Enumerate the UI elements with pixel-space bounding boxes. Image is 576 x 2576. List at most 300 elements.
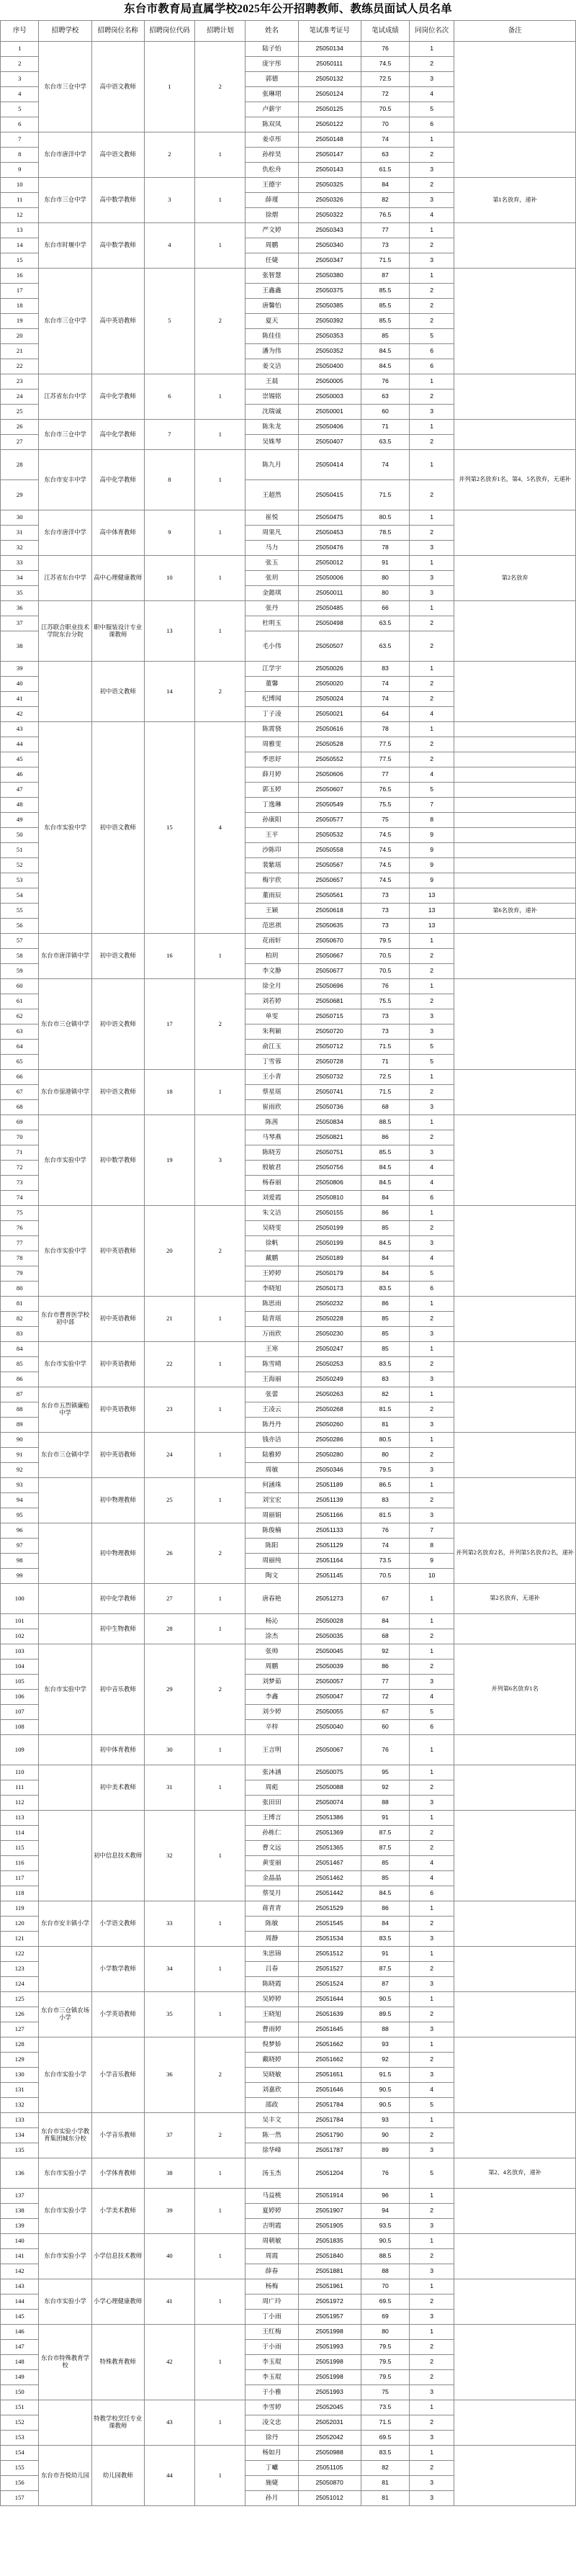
cell-remark (454, 798, 576, 813)
cell-ticket: 25050616 (298, 722, 361, 737)
cell-score: 92 (361, 2053, 410, 2068)
cell-ticket: 25051012 (298, 2491, 361, 2506)
cell-ticket: 25050024 (298, 692, 361, 707)
cell-score: 86 (361, 1901, 410, 1917)
cell-rank: 3 (410, 1372, 454, 1387)
cell-score: 86 (361, 1297, 410, 1312)
cell-code: 31 (144, 1765, 194, 1811)
cell-rank: 2 (410, 2370, 454, 2385)
cell-rank: 6 (410, 117, 454, 132)
cell-score: 74.5 (361, 843, 410, 858)
cell-plan: 2 (195, 2037, 246, 2113)
cell-score: 85.5 (361, 284, 410, 299)
cell-rank: 2 (410, 1629, 454, 1644)
table-row[interactable] (1, 178, 576, 193)
cell-name: 金晶晶 (246, 1871, 298, 1886)
cell-plan: 1 (195, 2189, 246, 2234)
cell-rank: 9 (410, 858, 454, 873)
cell-seq: 1 (1, 42, 39, 57)
cell-rank: 7 (410, 798, 454, 813)
cell-score: 61.5 (361, 163, 410, 178)
cell-score: 85 (361, 1221, 410, 1236)
cell-post: 高中体育教师 (91, 510, 144, 556)
table-header (1, 21, 576, 42)
cell-remark (454, 374, 576, 420)
cell-school: 江苏省东台中学 (39, 374, 91, 420)
table-row[interactable] (1, 1206, 576, 1221)
cell-rank: 2 (410, 148, 454, 163)
cell-ticket: 25051645 (298, 2022, 361, 2037)
cell-name: 李玉琨 (246, 2370, 298, 2385)
cell-remark (454, 873, 576, 888)
table-row[interactable] (1, 132, 576, 148)
cell-code: 5 (144, 269, 194, 374)
cell-seq: 130 (1, 2068, 39, 2083)
table-row[interactable] (1, 2234, 576, 2249)
cell-remark (454, 1297, 576, 1342)
table-row[interactable] (1, 979, 576, 994)
cell-seq: 32 (1, 541, 39, 556)
cell-rank: 1 (410, 979, 454, 994)
cell-name: 蔡旻月 (246, 1886, 298, 1901)
cell-seq: 79 (1, 1266, 39, 1282)
cell-name: 崔悦 (246, 510, 298, 526)
col-header-post: 招聘岗位名称 (91, 21, 144, 42)
cell-post: 初中英语教师 (91, 1387, 144, 1433)
cell-remark (454, 767, 576, 783)
table-row[interactable] (1, 2400, 576, 2415)
cell-rank: 3 (410, 1009, 454, 1024)
cell-ticket: 25050476 (298, 541, 361, 556)
cell-rank: 2 (410, 389, 454, 405)
cell-code: 3 (144, 178, 194, 223)
cell-plan: 1 (195, 556, 246, 601)
cell-rank: 3 (410, 1418, 454, 1433)
cell-rank: 9 (410, 828, 454, 843)
cell-name: 王小青 (246, 1070, 298, 1085)
table-row[interactable] (1, 2158, 576, 2189)
cell-school: 东台市时堰中学 (39, 223, 91, 269)
cell-seq: 144 (1, 2294, 39, 2310)
cell-ticket: 25050179 (298, 1266, 361, 1282)
cell-ticket: 25051998 (298, 2370, 361, 2385)
cell-rank: 2 (410, 1826, 454, 1841)
cell-rank: 3 (410, 1024, 454, 1040)
cell-rank: 10 (410, 1569, 454, 1584)
table-row[interactable] (1, 1478, 576, 1493)
cell-name: 董雨辰 (246, 888, 298, 904)
table-row[interactable] (1, 2189, 576, 2204)
cell-name: 朱利颖 (246, 1024, 298, 1040)
cell-score: 83.5 (361, 1932, 410, 1947)
cell-code: 4 (144, 223, 194, 269)
cell-score: 75 (361, 2385, 410, 2400)
cell-ticket: 25051907 (298, 2204, 361, 2219)
table-row[interactable] (1, 722, 576, 737)
cell-school: 东台市三仓镇中学 (39, 1433, 91, 1478)
cell-name: 吴晓雯 (246, 1221, 298, 1236)
cell-ticket: 25050552 (298, 752, 361, 767)
cell-ticket: 25050415 (298, 480, 361, 510)
cell-score: 88 (361, 2022, 410, 2037)
cell-score: 85 (361, 329, 410, 344)
cell-rank: 3 (410, 571, 454, 586)
cell-school (39, 1584, 91, 1614)
cell-score: 84.5 (361, 1176, 410, 1191)
cell-score: 90.5 (361, 2234, 410, 2249)
cell-score: 69 (361, 2310, 410, 2325)
cell-score: 84.5 (361, 359, 410, 374)
table-row[interactable] (1, 556, 576, 571)
table-row[interactable] (1, 1644, 576, 1659)
cell-score: 85.5 (361, 314, 410, 329)
cell-code: 8 (144, 450, 194, 510)
cell-seq: 12 (1, 208, 39, 223)
cell-score: 71.5 (361, 2415, 410, 2431)
cell-rank: 1 (410, 269, 454, 284)
cell-remark (454, 843, 576, 858)
cell-rank: 1 (410, 1342, 454, 1357)
cell-school: 东台市实验小学 (39, 2279, 91, 2325)
cell-plan: 1 (195, 2234, 246, 2279)
cell-ticket: 25050003 (298, 389, 361, 405)
table-row[interactable] (1, 1523, 576, 1539)
cell-ticket: 25050286 (298, 1433, 361, 1448)
cell-score: 81.5 (361, 1402, 410, 1418)
cell-seq: 81 (1, 1297, 39, 1312)
table-row[interactable] (1, 2113, 576, 2128)
cell-rank: 4 (410, 208, 454, 223)
cell-score: 84 (361, 1266, 410, 1282)
cell-score: 80.5 (361, 1433, 410, 1448)
cell-ticket: 25050475 (298, 510, 361, 526)
cell-ticket: 25050260 (298, 1418, 361, 1433)
cell-name: 纪博闻 (246, 692, 298, 707)
cell-seq: 126 (1, 2007, 39, 2022)
cell-remark: 第2名放弃 (454, 556, 576, 601)
cell-ticket: 25051662 (298, 2037, 361, 2053)
table-row[interactable] (1, 601, 576, 616)
cell-code: 21 (144, 1297, 194, 1342)
cell-ticket: 25050020 (298, 677, 361, 692)
cell-plan: 1 (195, 1811, 246, 1901)
cell-remark (454, 662, 576, 722)
table-row[interactable] (1, 269, 576, 284)
cell-name: 陈雪晴 (246, 1357, 298, 1372)
cell-remark (454, 1901, 576, 1947)
cell-name: 蒋青青 (246, 1901, 298, 1917)
cell-name: 唐春艳 (246, 1584, 298, 1614)
cell-school (39, 1614, 91, 1644)
cell-seq: 21 (1, 344, 39, 359)
cell-seq: 83 (1, 1327, 39, 1342)
cell-name: 黄雯丽 (246, 1856, 298, 1871)
cell-code: 9 (144, 510, 194, 556)
cell-ticket: 25050228 (298, 1312, 361, 1327)
cell-rank: 1 (410, 722, 454, 737)
table-row[interactable] (1, 934, 576, 949)
cell-seq: 55 (1, 904, 39, 919)
table-row[interactable] (1, 2325, 576, 2340)
table-row[interactable] (1, 1947, 576, 1962)
cell-rank: 1 (410, 1735, 454, 1765)
table-row[interactable] (1, 1115, 576, 1130)
cell-school: 东台市实验小学 (39, 2158, 91, 2189)
cell-remark (454, 1070, 576, 1115)
table-row[interactable] (1, 662, 576, 677)
cell-score: 74.5 (361, 57, 410, 72)
cell-name: 王平 (246, 828, 298, 843)
table-row[interactable] (1, 2279, 576, 2294)
cell-score: 86 (361, 1130, 410, 1145)
cell-name: 马琴燕 (246, 1130, 298, 1145)
cell-score: 90.5 (361, 2098, 410, 2113)
cell-ticket: 25051998 (298, 2325, 361, 2340)
cell-seq: 125 (1, 1992, 39, 2007)
cell-name: 陈晓霞 (246, 1977, 298, 1992)
cell-rank: 2 (410, 178, 454, 193)
cell-rank: 3 (410, 586, 454, 601)
cell-seq: 95 (1, 1508, 39, 1523)
cell-seq: 7 (1, 132, 39, 148)
table-row[interactable] (1, 2446, 576, 2461)
cell-score: 73 (361, 1009, 410, 1024)
cell-ticket: 25051972 (298, 2294, 361, 2310)
cell-remark (454, 510, 576, 556)
cell-school: 东台市实验中学 (39, 1115, 91, 1206)
cell-school: 东台市三仓中学 (39, 178, 91, 223)
cell-name: 吴姝琴 (246, 435, 298, 450)
cell-seq: 113 (1, 1811, 39, 1826)
cell-rank: 1 (410, 1115, 454, 1130)
cell-school: 东台市实验中学 (39, 1644, 91, 1735)
cell-school: 东台市曹普医学校初中部 (39, 1297, 91, 1342)
cell-school: 东台市三仓中学 (39, 42, 91, 132)
cell-seq: 132 (1, 2098, 39, 2113)
cell-rank: 2 (410, 1085, 454, 1100)
cell-seq: 150 (1, 2385, 39, 2400)
cell-remark (454, 1947, 576, 1992)
cell-name: 徐全月 (246, 979, 298, 994)
col-header-name: 姓名 (246, 21, 298, 42)
cell-name: 吴婷婷 (246, 1992, 298, 2007)
cell-score: 90 (361, 2128, 410, 2143)
cell-plan: 1 (195, 601, 246, 662)
cell-rank: 7 (410, 1523, 454, 1539)
cell-name: 陈晓芳 (246, 1145, 298, 1161)
cell-rank: 8 (410, 1539, 454, 1554)
cell-ticket: 25052045 (298, 2400, 361, 2415)
table-row[interactable] (1, 2037, 576, 2053)
cell-name: 张智慧 (246, 269, 298, 284)
cell-score: 87.5 (361, 1826, 410, 1841)
col-header-ticket: 笔试准考证号 (298, 21, 361, 42)
col-header-remark: 备注 (454, 21, 576, 42)
cell-code: 32 (144, 1811, 194, 1901)
cell-remark: 并列第2名放弃2名，并列第5名放弃2名，递补 (454, 1523, 576, 1584)
cell-ticket: 25050870 (298, 2476, 361, 2491)
table-row[interactable] (1, 420, 576, 435)
cell-name: 徐丹 (246, 2431, 298, 2446)
cell-code: 38 (144, 2158, 194, 2189)
cell-rank: 1 (410, 1614, 454, 1629)
cell-score: 77.5 (361, 752, 410, 767)
cell-rank: 1 (410, 1584, 454, 1614)
cell-seq: 87 (1, 1387, 39, 1402)
cell-score: 83 (361, 1372, 410, 1387)
table-row[interactable] (1, 223, 576, 238)
cell-seq: 45 (1, 752, 39, 767)
table-row[interactable] (1, 1433, 576, 1448)
cell-ticket: 25050155 (298, 1206, 361, 1221)
cell-remark (454, 1614, 576, 1644)
table-row[interactable] (1, 1614, 576, 1629)
cell-rank: 2 (410, 2128, 454, 2143)
cell-code: 35 (144, 1992, 194, 2037)
table-row[interactable] (1, 1387, 576, 1402)
cell-seq: 114 (1, 1826, 39, 1841)
cell-post: 小学体育教师 (91, 2158, 144, 2189)
cell-remark (454, 420, 576, 450)
cell-score: 71.5 (361, 1040, 410, 1055)
cell-seq: 108 (1, 1720, 39, 1735)
table-row[interactable] (1, 1811, 576, 1826)
cell-score: 73 (361, 888, 410, 904)
cell-remark (454, 2113, 576, 2158)
cell-plan: 1 (195, 2158, 246, 2189)
table-row[interactable] (1, 374, 576, 389)
cell-score: 60 (361, 1720, 410, 1735)
cell-score: 69.5 (361, 2294, 410, 2310)
table-row[interactable] (1, 1901, 576, 1917)
cell-ticket: 25051644 (298, 1992, 361, 2007)
cell-seq: 84 (1, 1342, 39, 1357)
cell-seq: 97 (1, 1539, 39, 1554)
cell-seq: 103 (1, 1644, 39, 1659)
cell-rank: 1 (410, 223, 454, 238)
cell-seq: 54 (1, 888, 39, 904)
cell-plan: 1 (195, 2279, 246, 2325)
cell-seq: 104 (1, 1659, 39, 1675)
cell-score: 86.5 (361, 1478, 410, 1493)
cell-score: 83 (361, 662, 410, 677)
cell-ticket: 25050561 (298, 888, 361, 904)
cell-score: 87 (361, 1977, 410, 1992)
cell-ticket: 25050005 (298, 374, 361, 389)
cell-rank: 4 (410, 1161, 454, 1176)
cell-score: 85.5 (361, 1145, 410, 1161)
table-row[interactable] (1, 1765, 576, 1780)
cell-ticket: 25050232 (298, 1297, 361, 1312)
cell-name: 董馨 (246, 677, 298, 692)
cell-score: 71 (361, 1055, 410, 1070)
cell-rank: 3 (410, 163, 454, 178)
table-row[interactable] (1, 1735, 576, 1765)
cell-score: 74.5 (361, 828, 410, 843)
cell-name: 姜卓彤 (246, 132, 298, 148)
cell-ticket: 25051369 (298, 1826, 361, 1841)
cell-rank: 13 (410, 919, 454, 934)
cell-score: 96 (361, 2189, 410, 2204)
cell-score: 86 (361, 1659, 410, 1675)
table-row[interactable] (1, 1584, 576, 1614)
cell-seq: 68 (1, 1100, 39, 1115)
cell-name: 周敏 (246, 1463, 298, 1478)
cell-seq: 16 (1, 269, 39, 284)
cell-name: 陈佳佳 (246, 329, 298, 344)
cell-rank: 2 (410, 2053, 454, 2068)
cell-score: 75.5 (361, 994, 410, 1009)
cell-seq: 47 (1, 783, 39, 798)
cell-name: 严文婷 (246, 223, 298, 238)
cell-ticket: 25050834 (298, 1115, 361, 1130)
cell-seq: 69 (1, 1115, 39, 1130)
cell-seq: 51 (1, 843, 39, 858)
cell-score: 84 (361, 1614, 410, 1629)
cell-score: 78.5 (361, 526, 410, 541)
cell-rank: 6 (410, 359, 454, 374)
cell-score: 76 (361, 42, 410, 57)
cell-name: 凌文忠 (246, 2415, 298, 2431)
table-row[interactable] (1, 450, 576, 480)
cell-post: 职中服装设计专业课教师 (91, 601, 144, 662)
cell-name: 陈九月 (246, 450, 298, 480)
cell-name: 陈丹丹 (246, 1418, 298, 1433)
cell-code: 26 (144, 1523, 194, 1584)
cell-score: 88 (361, 2264, 410, 2279)
cell-ticket: 25050143 (298, 163, 361, 178)
cell-score: 70.5 (361, 964, 410, 979)
table-row[interactable] (1, 42, 576, 57)
cell-score: 85 (361, 1327, 410, 1342)
cell-score: 76.5 (361, 783, 410, 798)
cell-rank: 9 (410, 873, 454, 888)
cell-score: 70 (361, 117, 410, 132)
cell-rank: 1 (410, 2279, 454, 2294)
cell-score: 81.5 (361, 1508, 410, 1523)
table-row[interactable] (1, 1297, 576, 1312)
cell-ticket: 25051905 (298, 2219, 361, 2234)
cell-ticket: 25051957 (298, 2310, 361, 2325)
cell-school: 东台市特殊教育学校 (39, 2325, 91, 2400)
table-row[interactable] (1, 510, 576, 526)
cell-seq: 29 (1, 480, 39, 510)
table-row[interactable] (1, 1992, 576, 2007)
table-row[interactable] (1, 1070, 576, 1085)
cell-score: 82 (361, 193, 410, 208)
cell-seq: 124 (1, 1977, 39, 1992)
cell-ticket: 25050498 (298, 616, 361, 631)
cell-rank: 3 (410, 2431, 454, 2446)
cell-score: 63 (361, 148, 410, 163)
cell-rank: 1 (410, 1433, 454, 1448)
cell-ticket: 25050040 (298, 1720, 361, 1735)
cell-seq: 110 (1, 1765, 39, 1780)
cell-seq: 111 (1, 1780, 39, 1796)
cell-ticket: 25050567 (298, 858, 361, 873)
cell-name: 崔雨欣 (246, 1100, 298, 1115)
cell-name: 于小雨 (246, 2340, 298, 2355)
cell-name: 周果凡 (246, 526, 298, 541)
table-row[interactable] (1, 1342, 576, 1357)
cell-remark (454, 2279, 576, 2325)
cell-score: 80 (361, 1448, 410, 1463)
cell-score: 83.5 (361, 1357, 410, 1372)
cell-rank: 3 (410, 1236, 454, 1251)
cell-code: 37 (144, 2113, 194, 2158)
cell-seq: 53 (1, 873, 39, 888)
cell-name: 金懿琪 (246, 586, 298, 601)
